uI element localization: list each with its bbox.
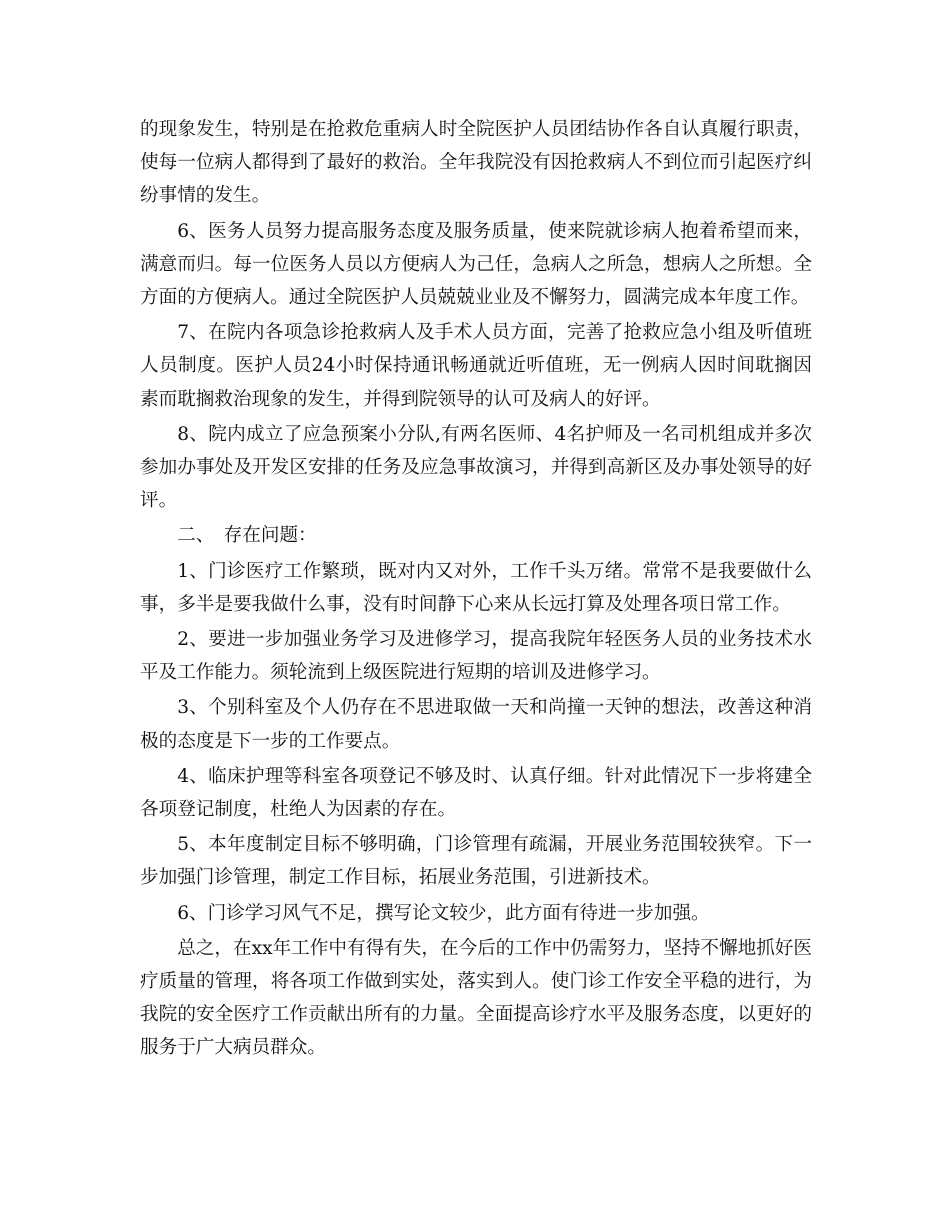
paragraph-conclusion: 总之，在xx年工作中有得有失，在今后的工作中仍需努力，坚持不懈地抓好医疗质量的管理，将各项工作做到实处，落实到人。使门诊工作安全平稳的进行，为我院的安全医疗工作贡献出所有的力量。全面提高诊疗水平及服务态度，以更好的服务于广大病员群众。 [140, 937, 812, 1059]
document-body [140, 113, 812, 1067]
paragraph-problem-5: 5、本年度制定目标不够明确，门诊管理有疏漏，开展业务范围较狭窄。下一步加强门诊管理，制定工作目标，拓展业务范围，引进新技术。 [140, 834, 812, 889]
paragraph-problem-1: 1、门诊医疗工作繁琐，既对内又对外，工作千头万绪。常常不是我要做什么事，多半是要我做什么事，没有时间静下心来从长远打算及处理各项日常工作。 [140, 560, 812, 615]
paragraph-problem-6: 6、门诊学习风气不足，撰写论文较少，此方面有待进一步加强。 [177, 902, 710, 924]
section-heading-problems: 二、 存在问题： [177, 525, 317, 547]
paragraph-problem-4: 4、临床护理等科室各项登记不够及时、认真仔细。针对此情况下一步将建全各项登记制度，杜绝人为因素的存在。 [140, 765, 812, 821]
paragraph-item-7-emergency: 7、在院内各项急诊抢救病人及手术人员方面，完善了抢救应急小组及听值班人员制度。医护人员24小时保持通讯畅通就近听值班，无一例病人因时间耽搁因素而耽搁救治现象的发生，并得到院领导的认可及病人的好评。 [140, 322, 812, 410]
paragraph-problem-2: 2、要进一步加强业务学习及进修学习，提高我院年轻医务人员的业务技术水平及工作能力。须轮流到上级医院进行短期的培训及进修学习。 [140, 629, 812, 684]
paragraph-problem-3: 3、个别科室及个人仍存在不思进取做一天和尚撞一天钟的想法，改善这种消极的态度是下一步的工作要点。 [140, 697, 812, 752]
paragraph-item-6-service: 6、医务人员努力提高服务态度及服务质量，使来院就诊病人抱着希望而来，满意而归。每一位医务人员以方便病人为己任，急病人之所急，想病人之所想。全方面的方便病人。通过全院医护人员兢兢业业及不懈努力，圆满完成本年度工作。 [140, 220, 812, 309]
paragraph-continuation: 的现象发生，特别是在抢救危重病人时全院医护人员团结协作各自认真履行职责，使每一位病人都得到了最好的救治。全年我院没有因抢救病人不到位而引起医疗纠纷事情的发生。 [140, 119, 812, 207]
paragraph-item-8-response-team: 8、院内成立了应急预案小分队,有两名医师、4名护师及一名司机组成并多次参加办事处及开发区安排的任务及应急事故演习，并得到高新区及办事处领导的好评。 [140, 423, 812, 512]
